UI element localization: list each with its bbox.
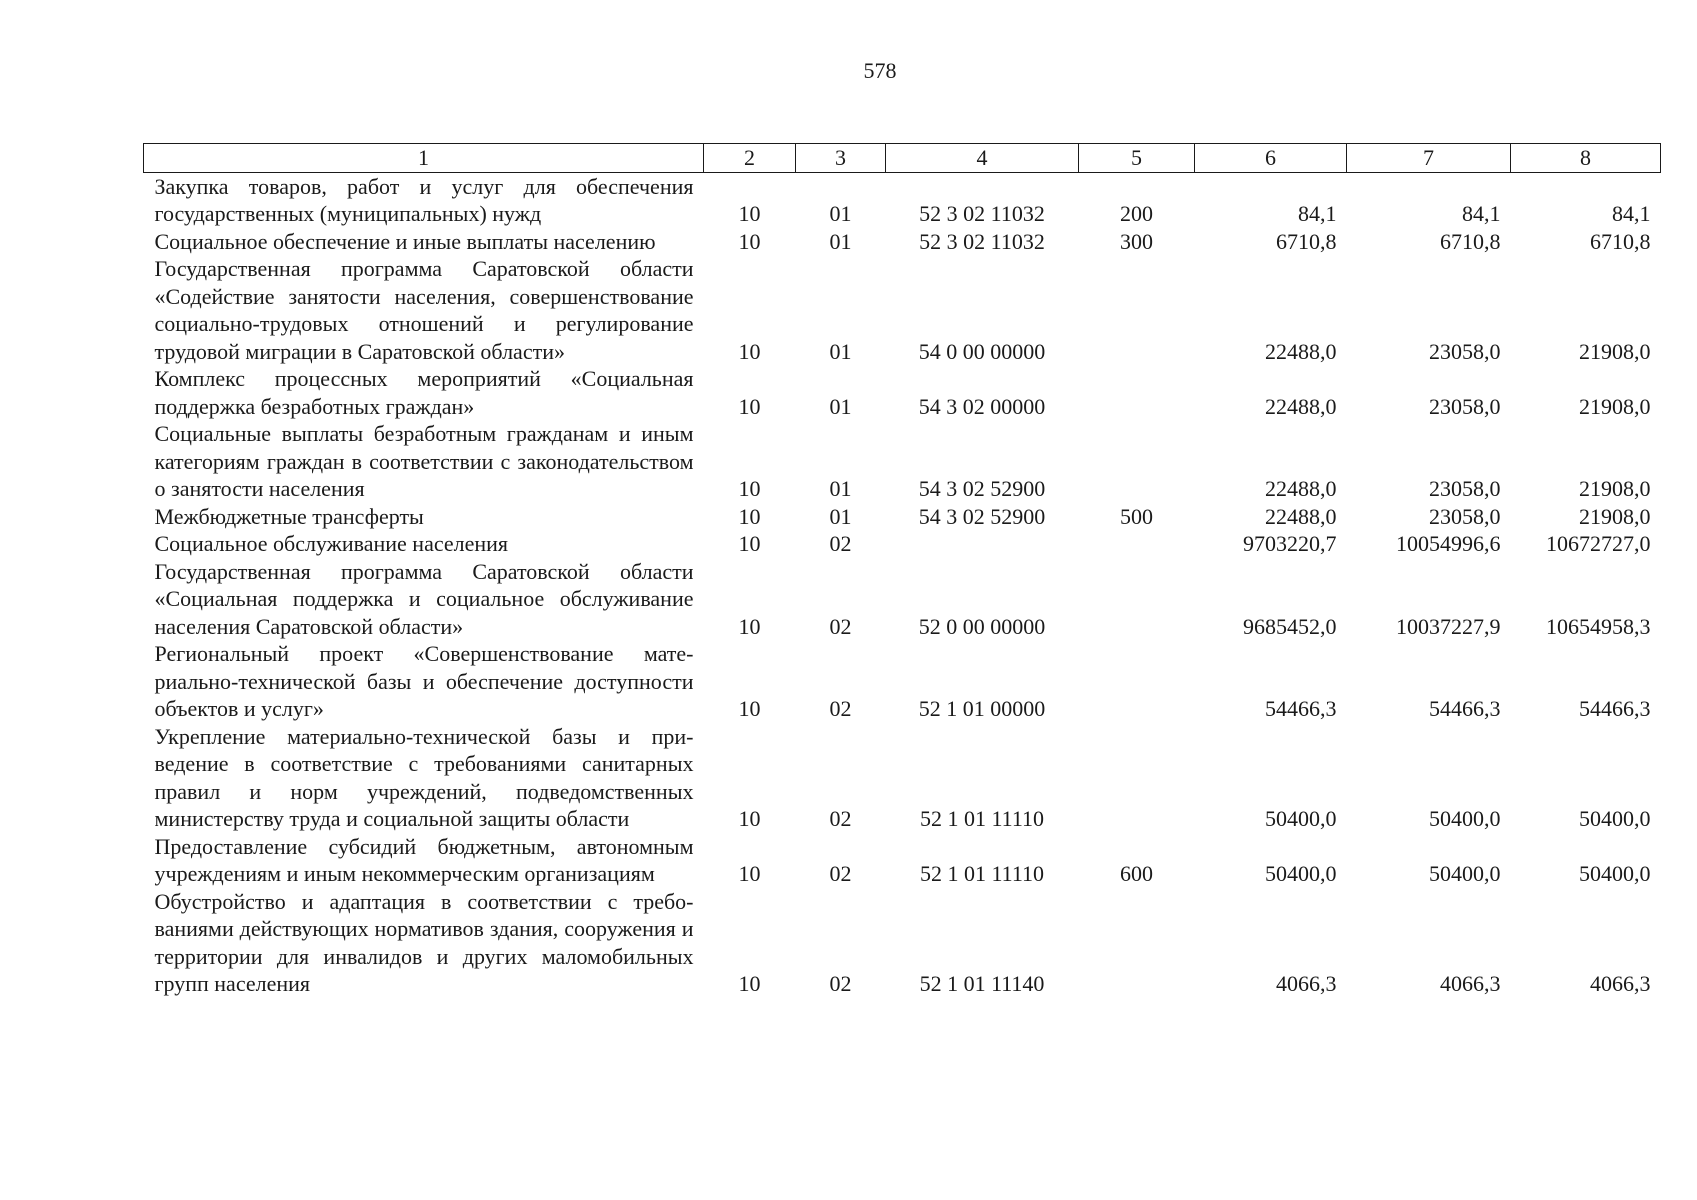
row-section-cell: 10 — [738, 971, 761, 996]
row-expense-type-cell — [1079, 558, 1195, 641]
row-name-cell: Региональный проект «Совершенствование материально-технической базы и обеспечение доступности объектов и услуг» — [154, 641, 694, 721]
row-value-7-cell: 54466,3 — [1429, 696, 1501, 721]
page-number: 578 — [863, 58, 897, 83]
row-value-8-cell: 50400,0 — [1579, 861, 1651, 886]
row-value-6-cell: 22488,0 — [1265, 393, 1337, 419]
row-section-cell: 10 — [738, 503, 761, 529]
row-value-6-cell: 50400,0 — [1265, 861, 1337, 886]
row-value-6-cell: 84,1 — [1298, 201, 1337, 226]
row-expense-type-cell — [1079, 420, 1195, 503]
row-target-article-cell: 52 3 02 11032 — [919, 201, 1045, 226]
table-row — [144, 640, 1661, 723]
row-value-6-cell: 22488,0 — [1265, 338, 1337, 364]
row-expense-type-cell: 600 — [1120, 861, 1153, 886]
row-target-article-cell: 54 3 02 52900 — [918, 503, 1046, 529]
row-section-cell: 10 — [738, 613, 761, 639]
table-row — [144, 255, 1661, 365]
table-row — [144, 420, 1661, 503]
row-name-cell: Комплекс процессных мероприятий «Социальная поддержка безработных граждан» — [154, 366, 694, 419]
row-expense-type-cell: 500 — [1120, 503, 1153, 529]
column-header-7: 7 — [1347, 144, 1511, 173]
row-value-8-cell: 10654958,3 — [1546, 613, 1651, 639]
row-name-cell: Социальное обслуживание населения — [154, 531, 509, 556]
row-section-cell: 10 — [738, 531, 761, 556]
row-subsection-cell: 01 — [829, 338, 852, 364]
table-row — [144, 503, 1661, 531]
row-expense-type-cell — [1079, 365, 1195, 420]
row-name-cell: Обустройство и адаптация в соответствии с требованиями действующих нормативов здания, сооружения и территории для инвалидов и других маломобильных групп населения — [154, 888, 694, 996]
row-value-7-cell: 84,1 — [1462, 201, 1501, 226]
row-subsection-cell: 02 — [829, 971, 852, 996]
column-header-1: 1 — [144, 144, 704, 173]
row-expense-type-cell — [1079, 530, 1195, 558]
row-subsection-cell: 02 — [829, 613, 852, 639]
row-subsection-cell: 02 — [829, 806, 852, 831]
row-value-7-cell: 23058,0 — [1429, 393, 1501, 419]
row-value-6-cell: 6710,8 — [1276, 228, 1337, 254]
row-name-cell: Социальные выплаты безработным гражданам и иным категориям граждан в соответствии с законодательством о занятости населения — [154, 421, 694, 501]
row-value-6-cell: 9703220,7 — [1243, 531, 1337, 556]
row-subsection-cell: 02 — [829, 696, 852, 721]
table-body — [144, 172, 1661, 998]
row-value-7-cell: 23058,0 — [1429, 338, 1501, 364]
row-section-cell: 10 — [738, 338, 761, 364]
table-row — [144, 833, 1661, 888]
column-header-6: 6 — [1195, 144, 1347, 173]
table-row — [144, 365, 1661, 420]
row-value-8-cell: 6710,8 — [1590, 228, 1651, 254]
row-value-6-cell: 9685452,0 — [1243, 613, 1337, 639]
header-row — [144, 144, 1661, 173]
row-value-7-cell: 50400,0 — [1429, 861, 1501, 886]
row-target-article-cell: 54 3 02 52900 — [918, 476, 1046, 501]
row-target-article-cell — [886, 530, 1079, 558]
table-row — [144, 558, 1661, 641]
row-value-8-cell: 21908,0 — [1579, 338, 1651, 364]
row-section-cell: 10 — [738, 696, 761, 721]
table-row — [144, 723, 1661, 833]
row-expense-type-cell: 300 — [1120, 228, 1153, 254]
row-expense-type-cell: 200 — [1120, 201, 1153, 226]
row-value-6-cell: 50400,0 — [1265, 806, 1337, 831]
column-header-4: 4 — [886, 144, 1079, 173]
column-header-3: 3 — [796, 144, 886, 173]
row-section-cell: 10 — [738, 476, 761, 501]
row-subsection-cell: 01 — [829, 228, 852, 254]
row-value-7-cell: 4066,3 — [1440, 971, 1501, 996]
row-value-8-cell: 50400,0 — [1579, 806, 1651, 831]
row-value-8-cell: 84,1 — [1612, 201, 1651, 226]
row-target-article-cell: 52 1 01 00000 — [918, 696, 1046, 721]
row-value-8-cell: 21908,0 — [1579, 476, 1651, 501]
row-name-cell: Укрепление материально-технической базы и приведение в соответствие с требованиями санитарных правил и норм учреждений, подведомственных министерству труда и социальной защиты области — [154, 723, 694, 831]
row-subsection-cell: 01 — [829, 393, 852, 419]
row-target-article-cell: 52 1 01 11110 — [919, 861, 1045, 886]
budget-table — [143, 143, 1661, 998]
row-name-cell: Государственная программа Саратовской области «Социальная поддержка и социальное обслуживание населения Саратовской области» — [154, 558, 694, 639]
row-target-article-cell: 52 0 00 00000 — [918, 613, 1046, 639]
row-value-7-cell: 6710,8 — [1440, 228, 1501, 254]
row-value-8-cell: 21908,0 — [1579, 393, 1651, 419]
row-name-cell: Государственная программа Саратовской области «Содействие занятости населения, совершенствование социально-трудовых отношений и регулирование трудовой миграции в Саратовской области» — [154, 256, 694, 364]
row-value-8-cell: 4066,3 — [1590, 971, 1651, 996]
row-subsection-cell: 02 — [829, 531, 852, 556]
row-expense-type-cell — [1079, 255, 1195, 365]
row-value-7-cell: 50400,0 — [1429, 806, 1501, 831]
row-value-6-cell: 54466,3 — [1265, 696, 1337, 721]
row-name-cell: Межбюджетные трансферты — [154, 503, 424, 529]
row-value-7-cell: 23058,0 — [1429, 476, 1501, 501]
row-name-cell: Социальное обеспечение и иные выплаты населению — [154, 228, 656, 254]
table-row — [144, 888, 1661, 998]
row-subsection-cell: 01 — [829, 476, 852, 501]
column-header-8: 8 — [1511, 144, 1661, 173]
row-value-7-cell: 23058,0 — [1429, 503, 1501, 529]
row-value-8-cell: 54466,3 — [1579, 696, 1651, 721]
row-subsection-cell: 02 — [829, 861, 852, 886]
row-expense-type-cell — [1079, 640, 1195, 723]
row-target-article-cell: 52 1 01 11110 — [919, 806, 1045, 831]
row-name-cell: Закупка товаров, работ и услуг для обеспечения государственных (муниципальных) нужд — [154, 173, 694, 226]
row-target-article-cell: 52 3 02 11032 — [919, 228, 1045, 254]
table-row — [144, 530, 1661, 558]
row-value-8-cell: 10672727,0 — [1546, 531, 1651, 556]
row-value-6-cell: 22488,0 — [1265, 476, 1337, 501]
table-row — [144, 228, 1661, 256]
row-target-article-cell: 54 3 02 00000 — [918, 393, 1046, 419]
row-section-cell: 10 — [738, 228, 761, 254]
row-subsection-cell: 01 — [829, 503, 852, 529]
column-header-5: 5 — [1079, 144, 1195, 173]
row-subsection-cell: 01 — [829, 201, 852, 226]
row-expense-type-cell — [1079, 723, 1195, 833]
row-section-cell: 10 — [738, 201, 761, 226]
row-value-7-cell: 10054996,6 — [1396, 531, 1501, 556]
row-section-cell: 10 — [738, 393, 761, 419]
row-name-cell: Предоставление субсидий бюджетным, автономным учреждениям и иным некоммерческим организациям — [154, 833, 694, 886]
row-value-7-cell: 10037227,9 — [1396, 613, 1501, 639]
row-expense-type-cell — [1079, 888, 1195, 998]
row-target-article-cell: 52 1 01 11140 — [919, 971, 1045, 996]
row-value-8-cell: 21908,0 — [1579, 503, 1651, 529]
row-value-6-cell: 22488,0 — [1265, 503, 1337, 529]
row-section-cell: 10 — [738, 806, 761, 831]
row-value-6-cell: 4066,3 — [1276, 971, 1337, 996]
row-target-article-cell: 54 0 00 00000 — [918, 338, 1046, 364]
table-row — [144, 172, 1661, 228]
row-section-cell: 10 — [738, 861, 761, 886]
column-header-2: 2 — [704, 144, 796, 173]
